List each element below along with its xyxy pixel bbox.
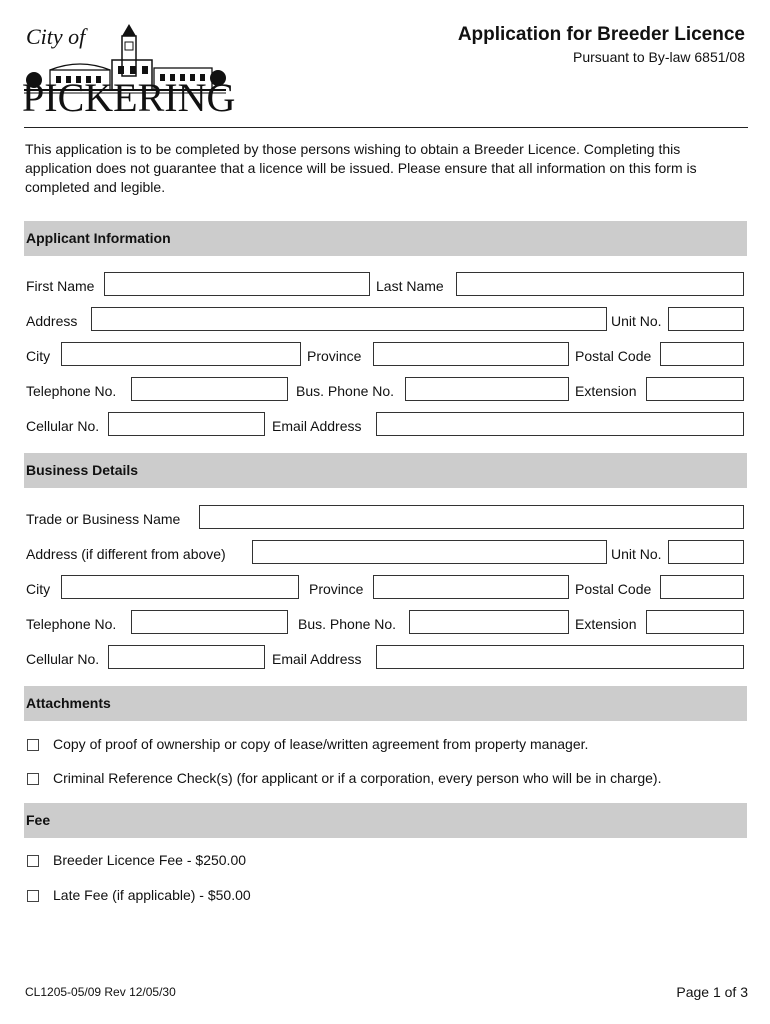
province-label: Province	[307, 348, 362, 364]
criminal-check-checkbox[interactable]	[27, 773, 39, 785]
late-fee-label: Late Fee (if applicable) - $50.00	[53, 887, 251, 903]
ownership-proof-label: Copy of proof of ownership or copy of lease/written agreement from property manager.	[53, 736, 589, 752]
trade-name-label: Trade or Business Name	[26, 511, 181, 527]
late-fee-checkbox[interactable]	[27, 890, 39, 902]
email-field[interactable]	[376, 412, 744, 436]
telephone-field[interactable]	[131, 377, 288, 401]
extension-field[interactable]	[646, 377, 744, 401]
business-email-field[interactable]	[376, 645, 744, 669]
address-field[interactable]	[91, 307, 607, 331]
section-heading: Business Details	[26, 462, 139, 478]
business-province-field[interactable]	[373, 575, 569, 599]
first-name-label: First Name	[26, 278, 95, 294]
business-cellular-field[interactable]	[108, 645, 265, 669]
business-postal-code-field[interactable]	[660, 575, 744, 599]
email-label: Email Address	[272, 418, 362, 434]
page-number: Page 1 of 3	[676, 984, 748, 1000]
trade-name-field[interactable]	[199, 505, 744, 529]
postal-code-label: Postal Code	[575, 348, 652, 364]
business-unit-no-field[interactable]	[668, 540, 744, 564]
business-address-field[interactable]	[252, 540, 607, 564]
business-email-label: Email Address	[272, 651, 362, 667]
business-city-label: City	[26, 581, 51, 597]
criminal-check-label: Criminal Reference Check(s) (for applicant or if a corporation, every person who will be in charge).	[53, 770, 662, 786]
address-label: Address	[26, 313, 78, 329]
business-telephone-label: Telephone No.	[26, 616, 117, 632]
section-attachments	[24, 686, 747, 721]
city-field[interactable]	[61, 342, 301, 366]
business-city-field[interactable]	[61, 575, 299, 599]
breeder-fee-checkbox[interactable]	[27, 855, 39, 867]
header-divider	[24, 127, 748, 128]
section-heading: Fee	[26, 812, 51, 828]
business-bus-phone-field[interactable]	[409, 610, 569, 634]
section-heading: Applicant Information	[26, 230, 171, 246]
first-name-field[interactable]	[104, 272, 370, 296]
ownership-proof-checkbox[interactable]	[27, 739, 39, 751]
bus-phone-label: Bus. Phone No.	[296, 383, 395, 399]
business-province-label: Province	[309, 581, 364, 597]
business-address-label: Address (if different from above)	[26, 546, 226, 562]
business-postal-code-label: Postal Code	[575, 581, 652, 597]
business-unit-no-label: Unit No.	[611, 546, 662, 562]
bus-phone-field[interactable]	[405, 377, 569, 401]
logo-pickering: PICKERING	[22, 75, 236, 120]
city-label: City	[26, 348, 51, 364]
form-code: CL1205-05/09 Rev 12/05/30	[25, 985, 176, 999]
business-cellular-label: Cellular No.	[26, 651, 100, 667]
cellular-label: Cellular No.	[26, 418, 100, 434]
unit-no-field[interactable]	[668, 307, 744, 331]
logo-city-of: City of	[26, 24, 86, 49]
last-name-label: Last Name	[376, 278, 444, 294]
form-title: Application for Breeder Licence	[457, 24, 745, 45]
business-bus-phone-label: Bus. Phone No.	[298, 616, 397, 632]
section-applicant-information	[24, 221, 747, 256]
business-extension-field[interactable]	[646, 610, 744, 634]
cellular-field[interactable]	[108, 412, 265, 436]
business-extension-label: Extension	[575, 616, 637, 632]
business-telephone-field[interactable]	[131, 610, 288, 634]
last-name-field[interactable]	[456, 272, 744, 296]
breeder-fee-label: Breeder Licence Fee - $250.00	[53, 852, 247, 868]
section-fee	[24, 803, 747, 838]
telephone-label: Telephone No.	[26, 383, 117, 399]
unit-no-label: Unit No.	[611, 313, 662, 329]
section-business-details	[24, 453, 747, 488]
extension-label: Extension	[575, 383, 637, 399]
province-field[interactable]	[373, 342, 569, 366]
intro-paragraph: This application is to be completed by those persons wishing to obtain a Breeder Licence. Completing this application does not guarantee that a licence will be issued. Please ensure that all information on this form is completed and legible.	[25, 141, 697, 195]
form-subtitle: Pursuant to By-law 6851/08	[573, 49, 745, 65]
postal-code-field[interactable]	[660, 342, 744, 366]
section-heading: Attachments	[26, 695, 111, 711]
